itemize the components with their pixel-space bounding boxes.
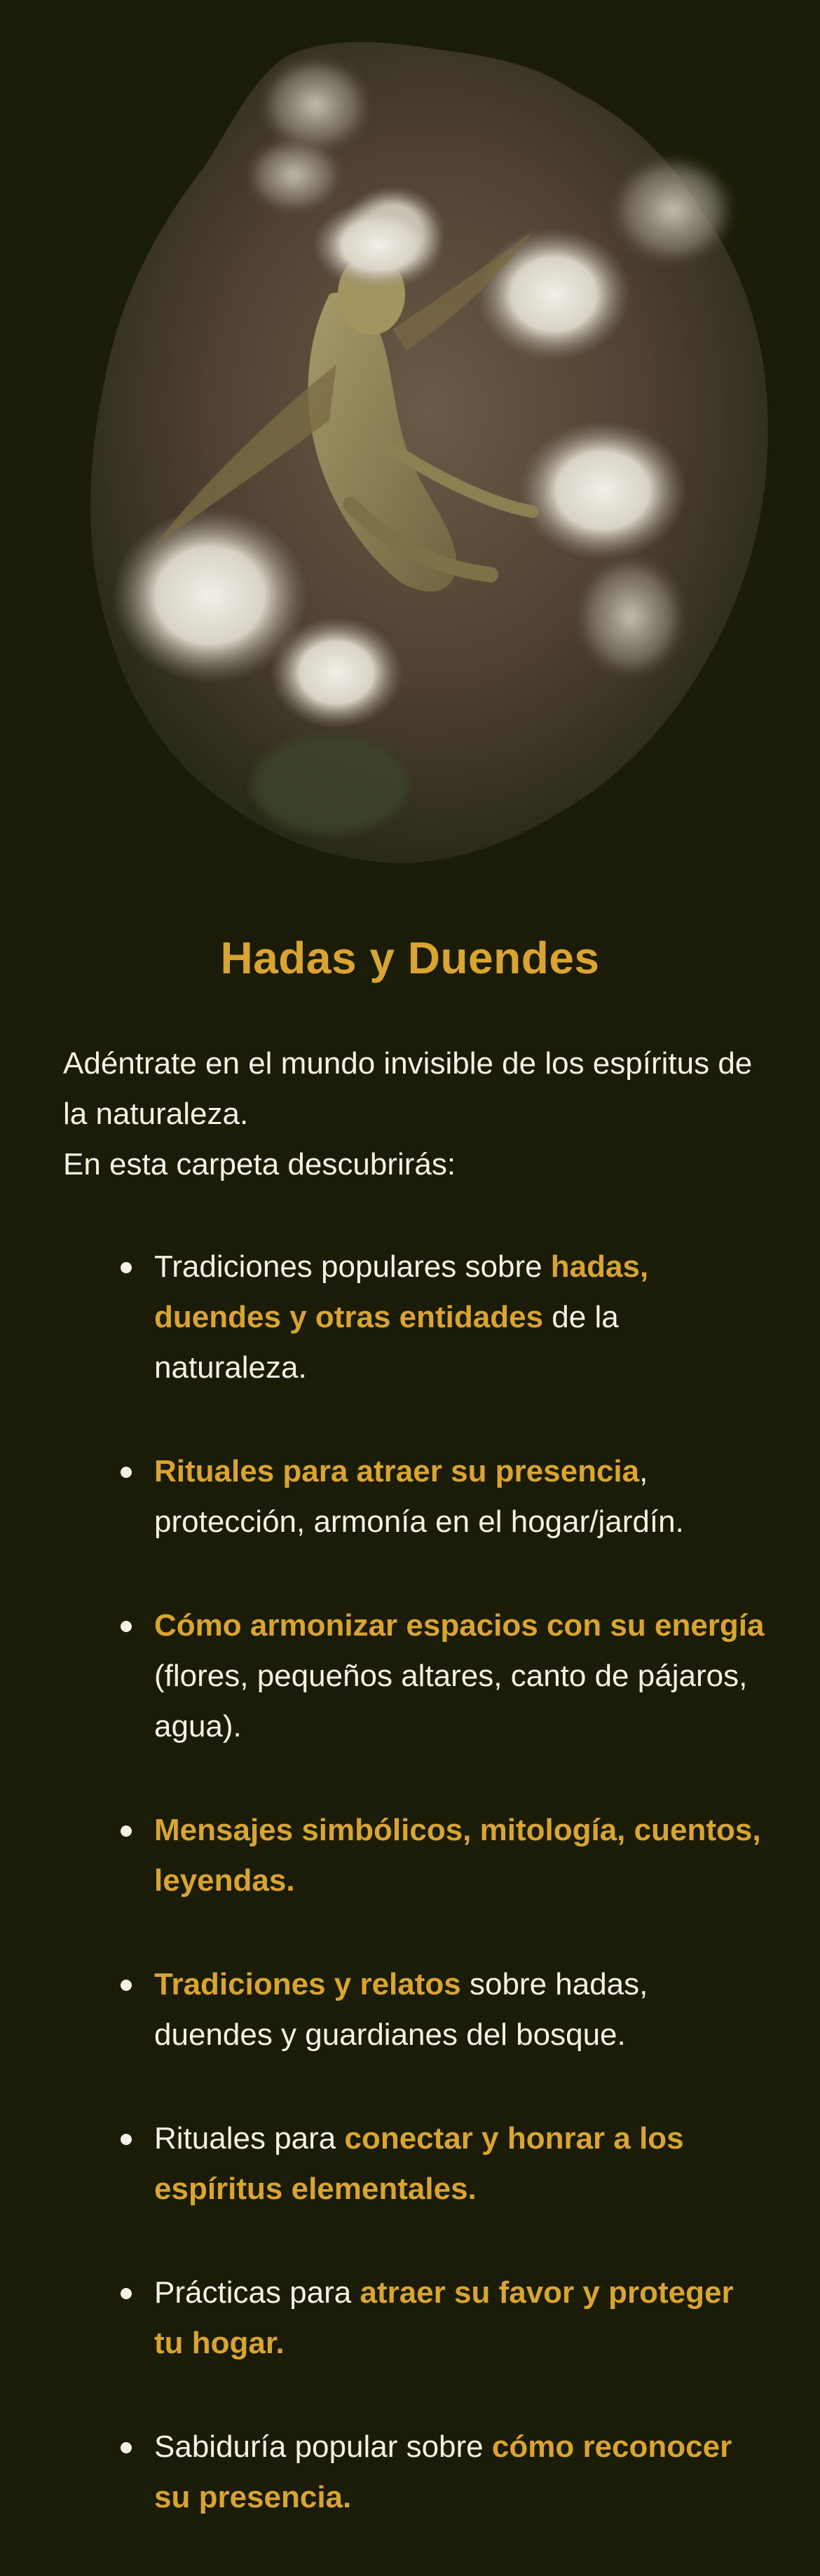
bullet-icon xyxy=(121,1467,132,1478)
intro-text xyxy=(63,1039,764,1190)
list-item: Sabiduría popular sobre cómo reconocer su presencia. xyxy=(154,2422,771,2523)
intro-line-1: Adéntrate en el mundo invisible de los espíritus de la naturaleza. xyxy=(63,1046,753,1131)
intro-line-2: En esta carpeta descubrirás: xyxy=(63,1147,456,1181)
bullet-icon xyxy=(121,1621,132,1632)
bullet-icon xyxy=(121,2288,132,2299)
bullet-icon xyxy=(121,1980,132,1991)
bullet-icon xyxy=(121,2134,132,2145)
hero-image xyxy=(0,0,820,897)
list-item: Rituales para atraer su presencia, protección, armonía en el hogar/jardín. xyxy=(154,1446,771,1547)
page-title: Hadas y Duendes xyxy=(220,933,600,983)
feature-list xyxy=(154,1242,771,2576)
bullet-icon xyxy=(121,1262,132,1273)
list-item: Tradiciones y relatos sobre hadas, duendes y guardianes del bosque. xyxy=(154,1959,771,2060)
list-item: Mensajes simbólicos, mitología, cuentos, leyendas. xyxy=(154,1805,771,1906)
bullet-icon xyxy=(121,1825,132,1837)
bullet-icon xyxy=(121,2442,132,2453)
list-item: Tradiciones populares sobre hadas, duendes y otras entidades de la naturaleza. xyxy=(154,1242,771,1393)
fairy-illustration xyxy=(0,0,820,897)
list-item: Cómo armonizar espacios con su energía (flores, pequeños altares, canto de pájaros, agua). xyxy=(154,1601,771,1752)
list-item: Rituales para conectar y honrar a los espíritus elementales. xyxy=(154,2113,771,2214)
list-item: Prácticas para atraer su favor y proteger tu hogar. xyxy=(154,2268,771,2369)
